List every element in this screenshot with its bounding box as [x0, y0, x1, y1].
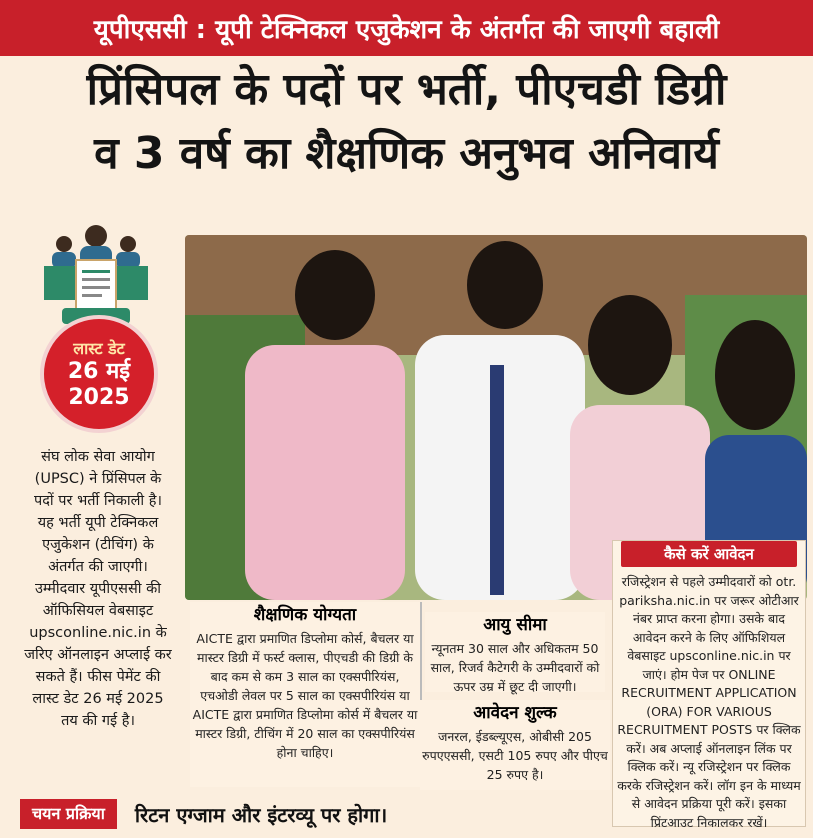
fee-title: आवेदन शुल्क — [473, 703, 557, 723]
how-to-apply-text: रजिस्ट्रेशन से पहले उम्मीदवारों को otr. pariksha.nic.in पर जरूर ओटीआर नंबर प्राप्त करना होगा। उसके बाद आवेदन करने के लिए ऑफिशियल वेबसाइट upsconline.nic.in पर जाएं। होम पेज पर ONLINE RECRUITMENT APPLICATION (ORA) FOR VARIOUS RECRUITMENT POSTS पर क्लिक करें। अब अप्लाई ऑनलाइन लिंक पर क्लिक करें। न्यू रजिस्ट्रेशन पर क्लिक करके रजिस्ट्रेशन करें। लॉग इन के माध्यम से आवेदन प्रक्रिया पूरी करें। इसका प्रिंटआउट निकालकर रखें। — [617, 574, 801, 830]
headline — [0, 58, 813, 186]
last-date-label: लास्ट डेट — [73, 339, 125, 358]
how-to-apply-title: कैसे करें आवेदन — [621, 541, 797, 567]
education-text: AICTE द्वारा प्रमाणित डिप्लोमा कोर्स, बैचलर या मास्टर डिग्री में फर्स्ट क्लास, पीएचडी की डिग्री के बाद कम से कम 3 साल का एक्सपीरियंस, एचओडी लेवल पर 5 साल का एक्सपीरियंस या AICTE द्वारा प्रमाणित डिप्लोमा कोर्स में बैचलर या मास्टर डिग्री, टीचिंग में 20 साल का एक्सपीरियंस होना चाहिए। — [192, 631, 418, 760]
selection-process-bar — [20, 796, 610, 832]
how-to-apply-section — [612, 540, 806, 830]
headline-line-1: प्रिंसिपल के पदों पर भर्ती, पीएचडी डिग्री — [86, 64, 727, 115]
education-section — [190, 602, 422, 787]
last-date-year: 2025 — [68, 385, 130, 410]
fee-section — [420, 700, 610, 790]
fee-text: जनरल, ईडब्ल्यूएस, ओबीसी 205 रुपएएससी, एसटी 105 रुपए और पीएच 25 रुपए है। — [422, 729, 608, 782]
top-banner — [0, 0, 813, 56]
intro-text: संघ लोक सेवा आयोग (UPSC) ने प्रिंसिपल के पदों पर भर्ती निकाली है। यह भर्ती यूपी टेक्निकल एजुकेशन (टीचिंग) के अंतर्गत की जाएगी। उम्मीदवार यूपीएससी की ऑफिसियल वेबसाइट upsconline.nic.in के जरिए ऑनलाइन अप्लाई कर सकते हैं। फीस पेमेंट की लास्ट डेट 26 मई 2025 तय की गई है। — [24, 449, 172, 729]
headline-line-2: व 3 वर्ष का शैक्षणिक अनुभव अनिवार्य — [94, 128, 719, 179]
age-section — [425, 612, 605, 692]
last-date-day: 26 मई — [67, 359, 131, 384]
age-title: आयु सीमा — [483, 615, 547, 635]
selection-process-label: चयन प्रक्रिया — [20, 799, 117, 829]
top-banner-text: यूपीएससी : यूपी टेक्निकल एजुकेशन के अंतर्गत की जाएगी बहाली — [93, 15, 720, 45]
age-text: न्यूनतम 30 साल और अधिकतम 50 साल, रिजर्व कैटेगरी के उम्मीदवारों को ऊपर उम्र में छूट दी जाएगी। — [430, 641, 600, 694]
last-date-badge — [40, 315, 158, 433]
education-title: शैक्षणिक योग्यता — [253, 605, 357, 625]
selection-process-text: रिटन एग्जाम और इंटरव्यू पर होगा। — [134, 802, 388, 827]
